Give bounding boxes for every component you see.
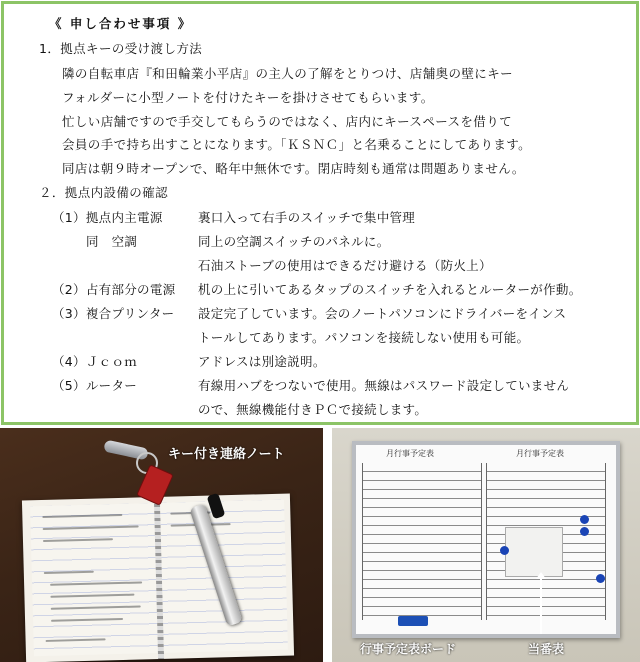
board-grid-left (362, 463, 482, 620)
section1-heading: 1．拠点キーの受け渡し方法 (39, 41, 203, 56)
notes-box (1, 1, 639, 425)
notes-title: 《 申し合わせ事項 》 (49, 16, 193, 31)
equipment-label: （5）ルーター (52, 378, 138, 393)
magnet-icon (580, 527, 589, 536)
duty-caption: 当番表 (528, 642, 565, 656)
board-title-right: 月行事予定表 (516, 449, 564, 458)
notebook-left-page (30, 503, 158, 656)
section1-line: 同店は朝９時オープンで、略年中無休です。閉店時刻も通常は問題ありません。 (62, 161, 525, 176)
equipment-text: 設定完了しています。会のノートパソコンにドライバーをインス (198, 306, 567, 321)
equipment-text: 裏口入って右手のスイッチで集中管理 (198, 210, 416, 225)
equipment-text: 有線用ハブをつないで使用。無線はパスワード設定していません (198, 378, 570, 393)
board-caption: 行事予定表ボード (360, 642, 457, 656)
section1-line: 隣の自転車店『和田輪業小平店』の主人の了解をとりつけ、店舗奥の壁にキー (62, 66, 514, 81)
equipment-text: アドレスは別途説明。 (198, 354, 326, 369)
equipment-text: 机の上に引いてあるタップのスイッチを入れるとルーターが作動。 (198, 282, 582, 297)
arrow-up-icon (540, 578, 542, 634)
board-title-left: 月行事予定表 (386, 449, 434, 458)
equipment-text: 石油ストーブの使用はできるだけ避ける（防火上） (198, 258, 492, 273)
magnet-icon (500, 546, 509, 555)
equipment-label: （4）Ｊｃｏｍ (52, 354, 138, 369)
equipment-text: ので、無線機能付きＰＣで接続します。 (198, 402, 428, 417)
notebook-image (22, 494, 294, 662)
section1-line: フォルダーに小型ノートを付けたキーを掛けさせてもらいます。 (62, 90, 434, 105)
equipment-label: 同 空調 (86, 234, 138, 249)
section1-line: 会員の手で持ち出すことになります。「ＫＳＮＣ」と名乗ることにしてあります。 (62, 137, 532, 152)
eraser-icon (398, 616, 428, 626)
equipment-text: トールしてあります。パソコンを接続しない使用も可能。 (198, 330, 530, 345)
magnet-icon (596, 574, 605, 583)
section1-line: 忙しい店舗ですので手交してもらうのではなく、店内にキースペースを借りて (62, 114, 513, 129)
magnet-icon (580, 515, 589, 524)
equipment-label: （3）複合プリンター (52, 306, 175, 321)
schedule-board-image (352, 441, 620, 638)
key-notebook-caption: キー付き連絡ノート (168, 447, 285, 462)
section2-heading: ２．拠点内設備の確認 (39, 185, 169, 200)
duty-roster-sheet (505, 527, 563, 577)
equipment-label: （2）占有部分の電源 (52, 282, 176, 297)
equipment-label: （1）拠点内主電源 (52, 210, 163, 225)
equipment-text: 同上の空調スイッチのパネルに。 (198, 234, 390, 249)
